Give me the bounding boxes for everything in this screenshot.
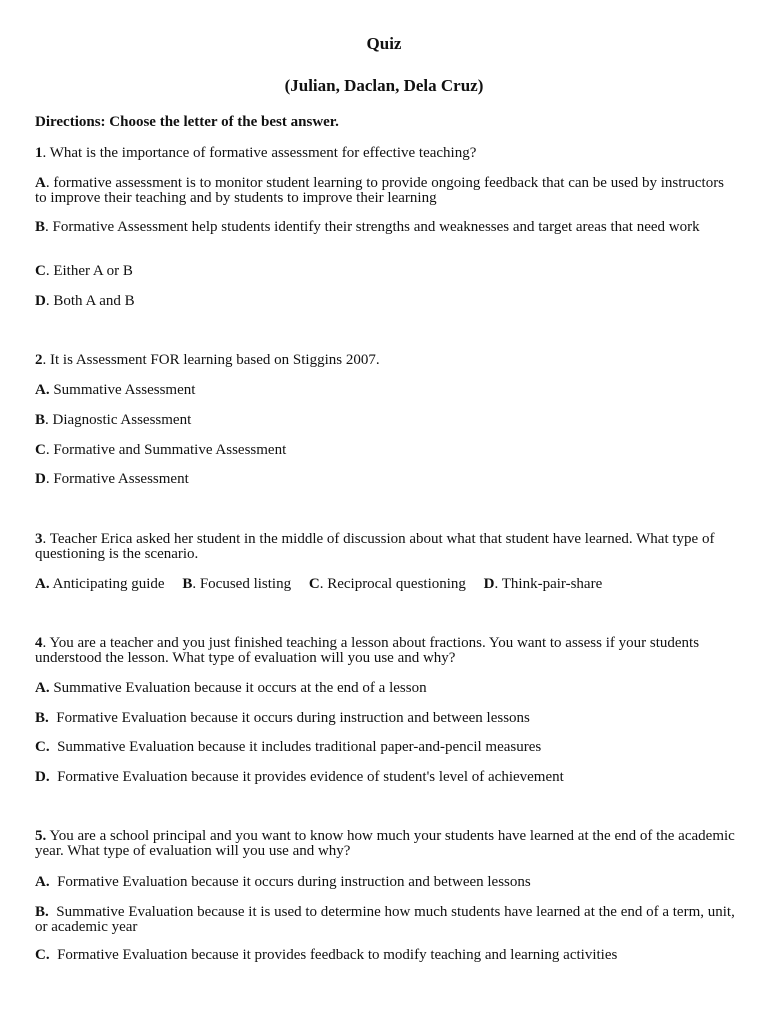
question-1-option-c: C. Either A or B — [35, 263, 133, 279]
question-2-option-b: B. Diagnostic Assessment — [35, 412, 192, 428]
question-1-option-a: A. formative assessment is to monitor student learning to provide ongoing feedback that can be used by instructors to improve their teaching and by students to improve their learning — [35, 175, 725, 206]
question-4-option-d: D. Formative Evaluation because it provides evidence of student's level of achievement — [35, 769, 564, 785]
question-4-option-c: C. Summative Evaluation because it includes traditional paper-and-pencil measures — [35, 739, 542, 755]
question-1: 1. What is the importance of formative assessment for effective teaching? — [35, 145, 477, 161]
question-3-option-a: A. Anticipating guide — [35, 576, 165, 592]
question-2: 2. It is Assessment FOR learning based on Stiggins 2007. — [35, 352, 380, 368]
question-3-option-c: C. Reciprocal questioning — [308, 576, 466, 592]
question-3-option-d: D. Think-pair-share — [483, 576, 603, 592]
question-1-option-d: D. Both A and B — [35, 293, 135, 309]
question-3-options — [35, 577, 735, 592]
question-5: 5. You are a school principal and you want to know how much your students have learned at the end of the academic year. What type of evaluation will you use and why? — [35, 828, 735, 859]
question-2-option-c: C. Formative and Summative Assessment — [35, 442, 287, 458]
question-2-option-d: D. Formative Assessment — [35, 471, 189, 487]
question-4: 4. You are a teacher and you just finished teaching a lesson about fractions. You want to assess if your students understood the lesson. What type of evaluation will you use and why? — [35, 635, 700, 666]
question-1-option-b: B. Formative Assessment help students identify their strengths and weaknesses and target areas that need work — [35, 219, 700, 235]
question-3: 3. Teacher Erica asked her student in the middle of discussion about what that student have learned. What type of questioning is the scenario. — [35, 531, 715, 562]
question-2-option-a: A. Summative Assessment — [35, 382, 196, 398]
question-4-option-b: B. Formative Evaluation because it occurs during instruction and between lessons — [35, 710, 530, 726]
question-5-option-a: A. Formative Evaluation because it occurs during instruction and between lessons — [35, 874, 531, 890]
question-5-option-b: B. Summative Evaluation because it is used to determine how much students have learned at the end of a term, unit, or academic year — [35, 904, 739, 935]
quiz-title: Quiz — [366, 34, 402, 53]
question-5-option-c: C. Formative Evaluation because it provides feedback to modify teaching and learning activities — [35, 947, 618, 963]
question-4-option-a: A. Summative Evaluation because it occurs at the end of a lesson — [35, 680, 427, 696]
quiz-authors: (Julian, Daclan, Dela Cruz) — [284, 76, 484, 95]
question-3-option-b: B. Focused listing — [182, 576, 292, 592]
directions: Directions: Choose the letter of the best answer. — [35, 114, 339, 130]
